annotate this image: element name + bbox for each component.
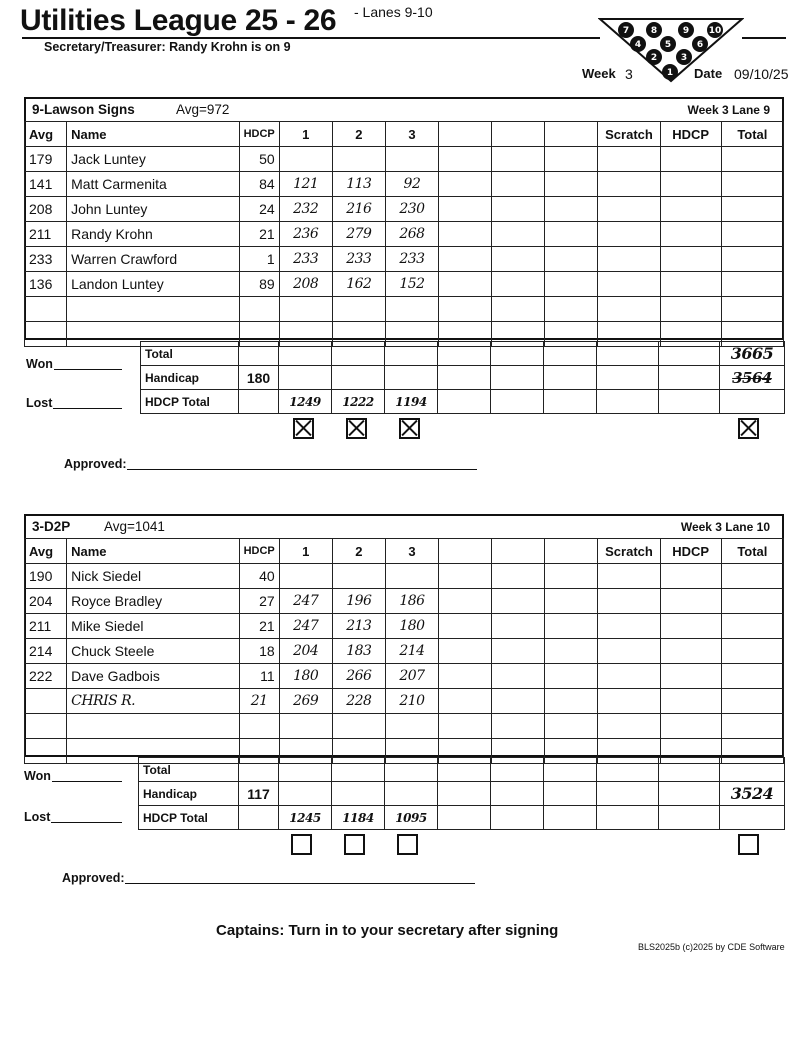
col-scratch: Scratch	[598, 122, 660, 147]
bowler-name: Jack Luntey	[67, 147, 239, 172]
bowler-hdcp: 18	[239, 639, 279, 664]
col-scratch: Scratch	[598, 539, 660, 564]
svg-text:2: 2	[650, 53, 658, 63]
game-2-score: 196	[332, 589, 385, 614]
svg-text:3: 3	[680, 53, 688, 63]
handicap-label: Handicap	[139, 782, 239, 806]
game-3-hdcp-total: 1194	[385, 390, 438, 414]
game-3-score: 207	[385, 664, 438, 689]
game-2-score: 183	[332, 639, 385, 664]
col-name: Name	[67, 539, 239, 564]
table-row	[25, 564, 784, 589]
col-total: Total	[721, 539, 783, 564]
bowler-name: Randy Krohn	[67, 222, 239, 247]
hdcp-total-label: HDCP Total	[141, 390, 239, 414]
won-line	[52, 781, 122, 782]
table-row	[25, 297, 784, 322]
game-2-score	[332, 564, 385, 589]
bowler-name: Royce Bradley	[67, 589, 239, 614]
game-3-win-checkbox[interactable]	[397, 834, 418, 855]
game-2-score: 228	[332, 689, 385, 714]
date-label: Date	[694, 66, 723, 81]
bowler-avg: 208	[25, 197, 67, 222]
won-line	[54, 369, 122, 370]
bowler-avg	[25, 689, 67, 714]
game-2-score: 113	[332, 172, 385, 197]
bowler-hdcp: 40	[239, 564, 279, 589]
game-3-score	[385, 147, 438, 172]
total-label: Total	[139, 758, 239, 782]
bowler-name: Warren Crawford	[67, 247, 239, 272]
game-3-hdcp-total: 1095	[385, 806, 438, 830]
svg-text:5: 5	[664, 40, 672, 50]
table-row	[25, 689, 784, 714]
col-hdcp: HDCP	[239, 539, 279, 564]
game-3-score: 180	[385, 614, 438, 639]
game-2-score: 279	[332, 222, 385, 247]
col-game-3: 3	[385, 539, 438, 564]
team-handicap: 180	[239, 366, 279, 390]
svg-text:8: 8	[650, 26, 658, 36]
game-2-score: 216	[332, 197, 385, 222]
table-row	[25, 714, 784, 739]
bowler-avg: 179	[25, 147, 67, 172]
week-lane: Week 3 Lane 9	[687, 103, 770, 117]
col-hdcp-total: HDCP	[660, 122, 721, 147]
table-row	[25, 589, 784, 614]
team-header	[26, 99, 782, 122]
game-1-score: 208	[279, 272, 332, 297]
lost-label: Lost	[24, 810, 51, 824]
game-3-score: 230	[385, 197, 438, 222]
bowler-hdcp: 27	[239, 589, 279, 614]
svg-text:10: 10	[708, 26, 722, 36]
bowler-avg: 233	[25, 247, 67, 272]
bowler-avg: 141	[25, 172, 67, 197]
series-total-crossed-out: 3564	[720, 366, 785, 390]
game-1-score: 180	[279, 664, 332, 689]
bowler-name: Landon Luntey	[67, 272, 239, 297]
bowler-avg: 211	[25, 222, 67, 247]
game-1-score: 269	[279, 689, 332, 714]
game-2-win-checkbox[interactable]	[344, 834, 365, 855]
approved-label: Approved:	[64, 457, 127, 471]
game-1-score: 232	[279, 197, 332, 222]
col-total: Total	[721, 122, 783, 147]
approved-label: Approved:	[62, 871, 125, 885]
team-totals-table	[140, 341, 785, 414]
game-2-score: 162	[332, 272, 385, 297]
game-1-score: 247	[279, 589, 332, 614]
series-win-checkbox[interactable]	[738, 418, 759, 439]
approved-signature-line[interactable]	[125, 883, 475, 884]
table-row	[25, 272, 784, 297]
game-1-score: 236	[279, 222, 332, 247]
game-1-score: 121	[279, 172, 332, 197]
bowler-hdcp: 21	[239, 222, 279, 247]
team-header	[26, 516, 782, 539]
date-value: 09/10/25	[734, 66, 789, 82]
bowler-name: Dave Gadbois	[67, 664, 239, 689]
col-game-3: 3	[385, 122, 438, 147]
game-3-score	[385, 564, 438, 589]
svg-text:4: 4	[634, 40, 642, 50]
table-row	[25, 172, 784, 197]
pin-5-icon	[660, 36, 676, 52]
series-win-checkbox[interactable]	[738, 834, 759, 855]
pin-8-icon	[646, 22, 662, 38]
game-1-hdcp-total: 1245	[279, 806, 332, 830]
week-label: Week	[582, 66, 616, 81]
pin-7-icon	[618, 22, 634, 38]
col-avg: Avg	[25, 122, 67, 147]
col-game-2: 2	[332, 122, 385, 147]
game-3-score: 152	[385, 272, 438, 297]
game-3-score: 210	[385, 689, 438, 714]
bowler-hdcp: 84	[239, 172, 279, 197]
col-game-1: 1	[279, 122, 332, 147]
game-2-win-checkbox[interactable]	[346, 418, 367, 439]
won-label: Won	[26, 357, 53, 371]
captains-instruction: Captains: Turn in to your secretary after signing	[216, 922, 559, 939]
table-row	[25, 639, 784, 664]
bowler-hdcp: 1	[239, 247, 279, 272]
bowler-name: Nick Siedel	[67, 564, 239, 589]
game-3-score: 214	[385, 639, 438, 664]
score-table	[24, 538, 784, 764]
pin-6-icon	[692, 36, 708, 52]
approved-signature-line[interactable]	[127, 469, 477, 470]
game-3-score: 186	[385, 589, 438, 614]
svg-text:6: 6	[696, 40, 704, 50]
series-total-handwritten: 3524	[720, 782, 785, 806]
week-lane: Week 3 Lane 10	[680, 520, 770, 534]
team-name: 9-Lawson Signs	[32, 102, 135, 117]
game-1-score: 233	[279, 247, 332, 272]
bowler-avg: 204	[25, 589, 67, 614]
bowler-name: CHRIS R.	[67, 689, 239, 714]
pin-9-icon	[678, 22, 694, 38]
lost-line	[53, 408, 122, 409]
game-3-win-checkbox[interactable]	[399, 418, 420, 439]
bowler-hdcp: 50	[239, 147, 279, 172]
hdcp-total-label: HDCP Total	[139, 806, 239, 830]
lanes-label: - Lanes 9-10	[354, 4, 433, 20]
bowler-avg: 190	[25, 564, 67, 589]
bowler-name: Mike Siedel	[67, 614, 239, 639]
game-1-score: 204	[279, 639, 332, 664]
bowler-hdcp: 89	[239, 272, 279, 297]
team-average: Avg=972	[176, 102, 230, 117]
game-3-score: 268	[385, 222, 438, 247]
game-2-hdcp-total: 1184	[332, 806, 385, 830]
team-name: 3-D2P	[32, 519, 71, 534]
league-title: Utilities League 25 - 26	[20, 4, 337, 37]
total-label: Total	[141, 342, 239, 366]
game-3-score: 92	[385, 172, 438, 197]
game-3-score: 233	[385, 247, 438, 272]
svg-text:1: 1	[666, 68, 674, 78]
lost-label: Lost	[26, 396, 53, 410]
lost-line	[51, 822, 122, 823]
game-2-score	[332, 147, 385, 172]
bowler-avg: 136	[25, 272, 67, 297]
score-table	[24, 121, 784, 347]
game-1-win-checkbox[interactable]	[293, 418, 314, 439]
team-totals-table	[138, 757, 785, 830]
col-avg: Avg	[25, 539, 67, 564]
game-1-score	[279, 147, 332, 172]
game-1-hdcp-total: 1249	[279, 390, 332, 414]
game-1-score	[279, 564, 332, 589]
table-row	[25, 222, 784, 247]
game-1-score: 247	[279, 614, 332, 639]
bowler-hdcp: 21	[239, 689, 279, 714]
bowler-avg: 214	[25, 639, 67, 664]
game-2-score: 233	[332, 247, 385, 272]
team-sheet-2	[24, 514, 784, 757]
pin-10-icon	[707, 22, 723, 38]
bowler-hdcp: 24	[239, 197, 279, 222]
bowler-name: Chuck Steele	[67, 639, 239, 664]
table-row	[25, 614, 784, 639]
pin-1-icon	[662, 64, 678, 80]
svg-text:9: 9	[682, 26, 690, 36]
svg-text:7: 7	[622, 26, 630, 36]
col-name: Name	[67, 122, 239, 147]
team-average: Avg=1041	[104, 519, 165, 534]
table-row	[25, 197, 784, 222]
table-row	[25, 247, 784, 272]
table-row	[25, 664, 784, 689]
week-value: 3	[625, 66, 633, 82]
column-header-row	[25, 122, 784, 147]
team-sheet-1	[24, 97, 784, 340]
game-2-score: 213	[332, 614, 385, 639]
game-1-win-checkbox[interactable]	[291, 834, 312, 855]
copyright: BLS2025b (c)2025 by CDE Software	[638, 942, 785, 952]
secretary-line: Secretary/Treasurer: Randy Krohn is on 9	[44, 40, 291, 54]
col-game-2: 2	[332, 539, 385, 564]
bowler-hdcp: 11	[239, 664, 279, 689]
won-label: Won	[24, 769, 51, 783]
bowler-avg: 211	[25, 614, 67, 639]
bowler-avg: 222	[25, 664, 67, 689]
bowler-name: Matt Carmenita	[67, 172, 239, 197]
col-hdcp-total: HDCP	[660, 539, 721, 564]
header-rule-left	[22, 37, 600, 39]
header-rule-right	[742, 37, 786, 39]
col-hdcp: HDCP	[239, 122, 279, 147]
game-2-hdcp-total: 1222	[332, 390, 385, 414]
pin-4-icon	[630, 36, 646, 52]
pin-2-icon	[646, 49, 662, 65]
column-header-row	[25, 539, 784, 564]
handicap-label: Handicap	[141, 366, 239, 390]
bowler-name: John Luntey	[67, 197, 239, 222]
series-total-handwritten: 3665	[720, 342, 785, 366]
col-game-1: 1	[279, 539, 332, 564]
team-handicap: 117	[239, 782, 279, 806]
bowler-hdcp: 21	[239, 614, 279, 639]
table-row	[25, 147, 784, 172]
game-2-score: 266	[332, 664, 385, 689]
pin-3-icon	[676, 49, 692, 65]
